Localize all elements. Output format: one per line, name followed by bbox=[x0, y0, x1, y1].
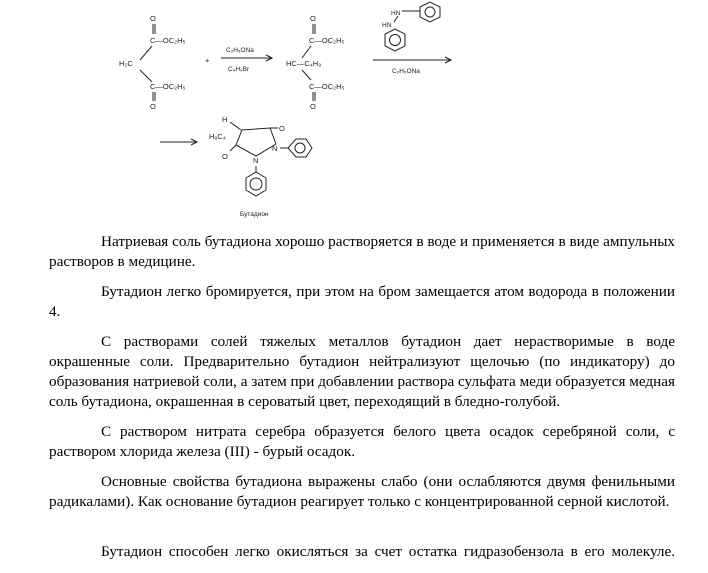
paragraph-heavy-metal-salts: С растворами солей тяжелых металлов бутадион дает нерастворимые в воде окрашенные соли. Предварительно бутадион нейтрализуют щелочью (по индикатору) до образования натриевой соли, а затем при добавлении раствора сульфата меди образуется медная соль бутадиона, окрашенная в сероватый цвет, переходящий в бледно-голубой. bbox=[49, 333, 675, 410]
methine-label: HC—C₄H₉ bbox=[286, 59, 322, 68]
butylmalonic-ester-structure bbox=[286, 14, 345, 111]
nh-label: HN bbox=[391, 10, 401, 17]
ester-group-label: C—OC₂H₅ bbox=[309, 36, 345, 45]
methylene-label: H₂C bbox=[119, 59, 133, 68]
reagent-label: C₂H₅ONa bbox=[226, 47, 254, 54]
reaction-scheme bbox=[0, 0, 708, 228]
nitrogen-label: N bbox=[272, 144, 278, 153]
ester-group-label: C—OC₂H₅ bbox=[150, 82, 186, 91]
hydrogen-label: H bbox=[222, 115, 228, 124]
nh-label: HN bbox=[382, 22, 392, 29]
reagent-label: C₂H₅ONa bbox=[392, 68, 420, 75]
ester-group-label: C—OC₂H₅ bbox=[309, 82, 345, 91]
oxygen-label: O bbox=[150, 102, 156, 111]
reaction-arrow-3 bbox=[160, 139, 197, 145]
oxygen-label: O bbox=[150, 14, 156, 23]
paragraph-silver-nitrate: С раствором нитрата серебра образуется белого цвета осадок серебряной соли, с раствором хлорида железа (III) - бурый осадок. bbox=[49, 423, 675, 460]
nitrogen-label: N bbox=[253, 156, 259, 165]
hydrazobenzene-structure bbox=[382, 2, 440, 51]
paragraph-sodium-salt: Натриевая соль бутадиона хорошо растворяется в воде и применяется в виде ампульных растворов в медицине. bbox=[49, 233, 675, 270]
oxygen-label: O bbox=[279, 124, 285, 133]
butyl-label: H₉C₄ bbox=[209, 132, 226, 141]
diethyl-malonate-structure bbox=[119, 14, 186, 111]
oxygen-label: O bbox=[310, 14, 316, 23]
butadione-structure bbox=[209, 115, 312, 218]
ester-group-label: C—OC₂H₅ bbox=[150, 36, 186, 45]
oxygen-label: O bbox=[222, 152, 228, 161]
reagent-label: C₄H₉Br bbox=[228, 66, 250, 73]
oxygen-label: O bbox=[310, 102, 316, 111]
reaction-arrow-2 bbox=[373, 57, 451, 75]
plus-sign: + bbox=[205, 56, 210, 65]
paragraph-bromination: Бутадион легко бромируется, при этом на бром замещается атом водорода в положении 4. bbox=[49, 283, 675, 320]
compound-name: Бутадион bbox=[240, 211, 269, 218]
paragraph-oxidation: Бутадион способен легко окисляться за счет остатка гидразобензола в его молекуле. bbox=[101, 543, 675, 560]
reaction-arrow-1 bbox=[221, 47, 272, 73]
paragraph-basic-properties: Основные свойства бутадиона выражены слабо (они ослабляются двумя фенильными радикалами). Как основание бутадион реагирует только с концентрированной серной кислотой. bbox=[49, 473, 675, 510]
